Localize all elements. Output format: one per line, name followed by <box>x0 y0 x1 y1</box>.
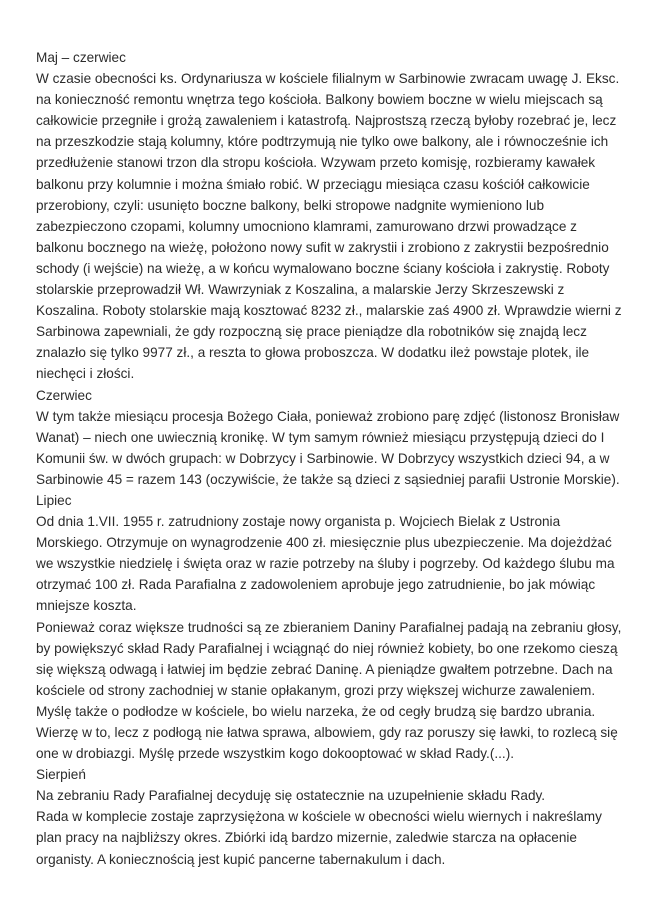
paragraph-maj-czerwiec: W czasie obecności ks. Ordynariusza w kościele filialnym w Sarbinowie zwracam uwagę J. Eksc. na konieczność remontu wnętrza tego kościoła. Balkony bowiem boczne w wielu miejscach są całkowicie przegniłe i grożą zawaleniem i katastrofą. Najprostszą rzeczą byłoby rozebrać je, lecz na przeszkodzie stają kolumny, które podtrzymują nie tylko owe balkony, ale i równocześnie ich przedłużenie stanowi trzon dla stropu kościoła. Wzywam przeto komisję, rozbieramy kawałek balkonu przy kolumnie i można śmiało robić. W przeciągu miesiąca czasu kościół całkowicie przerobiony, czyli: usunięto boczne balkony, belki stropowe nadgnite wymieniono lub zabezpieczono czopami, kolumny umocniono klamrami, zamurowano drzwi prowadzące z balkonu bocznego na wieżę, położono nowy sufit w zakrystii i zrobiono z zakrystii bezpośrednio schody (i wejście) na wieżę, a w końcu wymalowano boczne ściany kościoła i zakrystię. Roboty stolarskie przeprowadził Wł. Wawrzyniak z Koszalina, a malarskie Jerzy Skrzeszewski z Koszalina. Roboty stolarskie mają kosztować 8232 zł., malarskie zaś 4900 zł. Wprawdzie wierni z Sarbinowa zapewniali, że gdy rozpoczną się prace pieniądze dla robotników się znajdą lecz znalazło się tylko 9977 zł., a reszta to głowa proboszcza. W dodatku ileż powstaje plotek, ile niechęci i złości. <box>36 71 622 382</box>
section-heading-lipiec: Lipiec <box>36 492 72 508</box>
paragraph-sierpien-rada: Rada w komplecie zostaje zaprzysiężona w kościele w obecności wielu wiernych i nakreślamy plan pracy na najbliższy okres. Zbiórki idą bardzo mizernie, zaledwie starcza na opłacenie organisty. A koniecznością jest kupić pancerne tabernakulum i dach. <box>36 809 602 867</box>
paragraph-czerwiec: W tym także miesiącu procesja Bożego Ciała, ponieważ zrobiono parę zdjęć (listonosz Bronisław Wanat) – niech one uwiecznią kronikę. W tym samym również miesiącu przystępują dzieci do I Komunii św. w dwóch grupach: w Dobrzycy i Sarbinowie. W Dobrzycy wszystkich dzieci 94, a w Sarbinowie 45 = razem 143 (oczywiście, że także są dzieci z sąsiedniej parafii Ustronie Morskie). <box>36 408 620 487</box>
paragraph-sierpien-zebranie: Na zebraniu Rady Parafialnej decyduję się ostatecznie na uzupełnienie składu Rady. <box>36 788 546 804</box>
section-heading-sierpien: Sierpień <box>36 767 86 783</box>
section-heading-czerwiec: Czerwiec <box>36 387 92 403</box>
section-heading-maj-czerwiec: Maj – czerwiec <box>36 50 126 65</box>
paragraph-lipiec-rada: Ponieważ coraz większe trudności są ze zbieraniem Daniny Parafialnej padają na zebraniu głosy, by powiększyć skład Rady Parafialnej i wciągnąć do niej również kobiety, bo one rzekomo cieszą się większą odwagą i łatwiej im będzie zebrać Daninę. A pieniądze gwałtem potrzebne. Dach na kościele od strony zachodniej w stanie opłakanym, grozi przy większej wichurze zawaleniem. Myślę także o podłodze w kościele, bo wielu narzeka, że od cegły brudzą się bardzo ubrania. Wierzę w to, lecz z podłogą nie łatwa sprawa, albowiem, gdy raz poruszy się ławki, to rozlecą się one w drobiazgi. Myślę przede wszystkim kogo dokooptować w skład Rady.(...). <box>36 619 622 762</box>
paragraph-lipiec-organista: Od dnia 1.VII. 1955 r. zatrudniony zostaje nowy organista p. Wojciech Bielak z Ustronia Morskiego. Otrzymuje on wynagrodzenie 400 zł. miesięcznie plus ubezpieczenie. Ma dojeżdżać we wszystkie niedzielę i święta oraz w razie potrzeby na śluby i pogrzeby. Od każdego ślubu ma otrzymać 100 zł. Rada Parafialna z zadowoleniem aprobuje jego zatrudnienie, bo jak mówiąc mniejsze koszta. <box>36 514 615 614</box>
chronicle-text <box>36 47 626 870</box>
